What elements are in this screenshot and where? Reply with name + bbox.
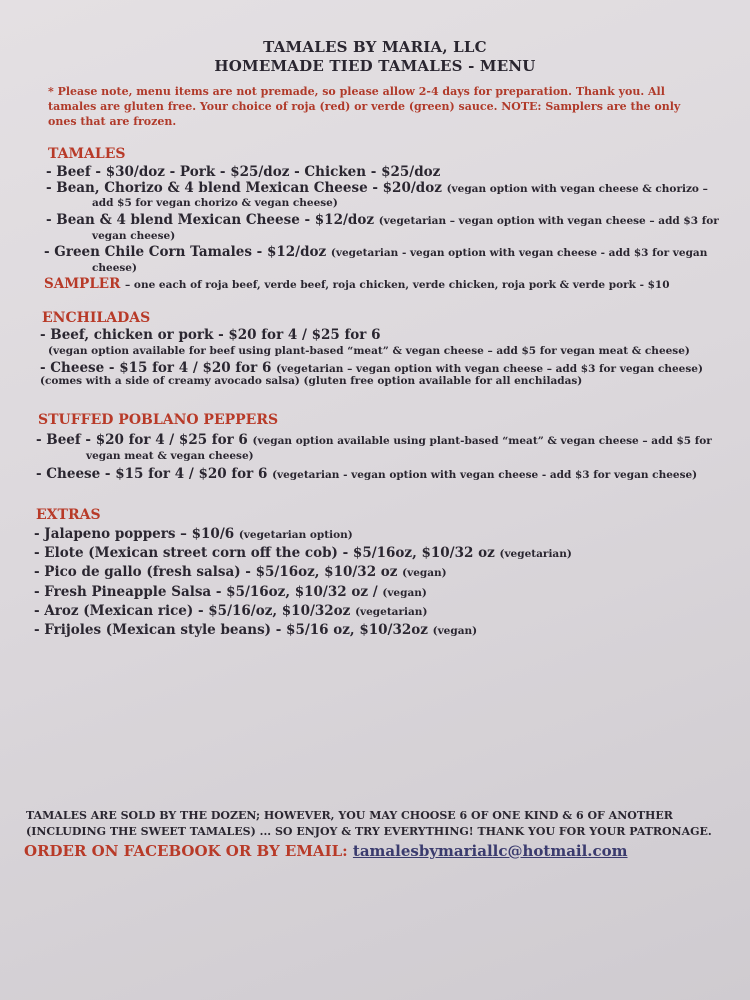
order-line [24,842,628,860]
extras-item: - Fresh Pineapple Salsa - $5/16oz, $10/32 oz / (vegan) [34,584,427,600]
extras-item: - Aroz (Mexican rice) - $5/16/oz, $10/32oz (vegetarian) [34,603,428,619]
enchilada-item-note: (vegan option available for beef using plant-based “meat” & vegan cheese – add $5 for vegan meat & cheese) [48,345,690,357]
enchiladas-heading: ENCHILADAS [42,310,151,326]
extras-item: - Jalapeno poppers – $10/6 (vegetarian option) [34,526,353,542]
tamale-item-note: cheese) [92,262,137,274]
tamales-heading: TAMALES [48,146,126,162]
poblano-item: - Cheese - $15 for 4 / $20 for 6 (vegetarian - vegan option with vegan cheese - add $3 for vegan cheese) [36,466,698,482]
extras-item: - Pico de gallo (fresh salsa) - $5/16oz, $10/32 oz (vegan) [34,564,447,580]
tamale-item: - Bean, Chorizo & 4 blend Mexican Cheese - $20/doz (vegan option with vegan cheese & chorizo – [46,180,708,196]
menu-title: HOMEMADE TIED TAMALES - MENU [214,57,536,75]
poblano-item: - Beef - $20 for 4 / $25 for 6 (vegan option available using plant-based “meat” & vegan cheese – add $5 for [36,432,712,448]
tamale-item: - Beef - $30/doz - Pork - $25/doz - Chicken - $25/doz [46,164,441,180]
order-email-link[interactable]: tamalesbymariallc@hotmail.com [352,842,628,860]
enchilada-item: - Beef, chicken or pork - $20 for 4 / $25 for 6 [40,327,381,343]
dozen-policy-note: TAMALES ARE SOLD BY THE DOZEN; HOWEVER, YOU MAY CHOOSE 6 OF ONE KIND & 6 OF ANOTHER (INCLUDING THE SWEET TAMALES) ... SO ENJOY & TRY EVERYTHING! THANK YOU FOR YOUR PATRONAGE. [26,809,712,838]
extras-heading: EXTRAS [36,507,101,523]
poblano-heading: STUFFED POBLANO PEPPERS [38,412,279,428]
preparation-note: * Please note, menu items are not premade, so please allow 2-4 days for preparation. Thank you. All tamales are gluten free. Your choice of roja (red) or verde (green) sauce. NOTE: Samplers are the only ones that are frozen. [48,85,681,128]
poblano-item-note: vegan meat & vegan cheese) [86,450,254,462]
enchilada-item: - Cheese - $15 for 4 / $20 for 6 (vegetarian – vegan option with vegan cheese – add $3 for vegan cheese) [40,360,703,376]
extras-item: - Frijoles (Mexican style beans) - $5/16 oz, $10/32oz (vegan) [34,622,478,638]
tamale-item: - Green Chile Corn Tamales - $12/doz (vegetarian - vegan option with vegan cheese - add $3 for vegan [44,244,708,260]
sampler-line: SAMPLER – one each of roja beef, verde beef, roja chicken, verde chicken, roja pork & verde pork - $10 [44,276,670,292]
business-name: TAMALES BY MARIA, LLC [263,38,487,56]
enchilada-footnote: (comes with a side of creamy avocado salsa) (gluten free option available for all enchiladas) [40,375,583,387]
tamale-item: - Bean & 4 blend Mexican Cheese - $12/doz (vegetarian – vegan option with vegan cheese – add $3 for [46,212,719,228]
order-label: ORDER ON FACEBOOK OR BY EMAIL: [24,842,348,860]
tamale-item-note: add $5 for vegan chorizo & vegan cheese) [92,197,338,209]
extras-item: - Elote (Mexican street corn off the cob) - $5/16oz, $10/32 oz (vegetarian) [34,545,572,561]
tamale-item-note: vegan cheese) [92,230,176,242]
